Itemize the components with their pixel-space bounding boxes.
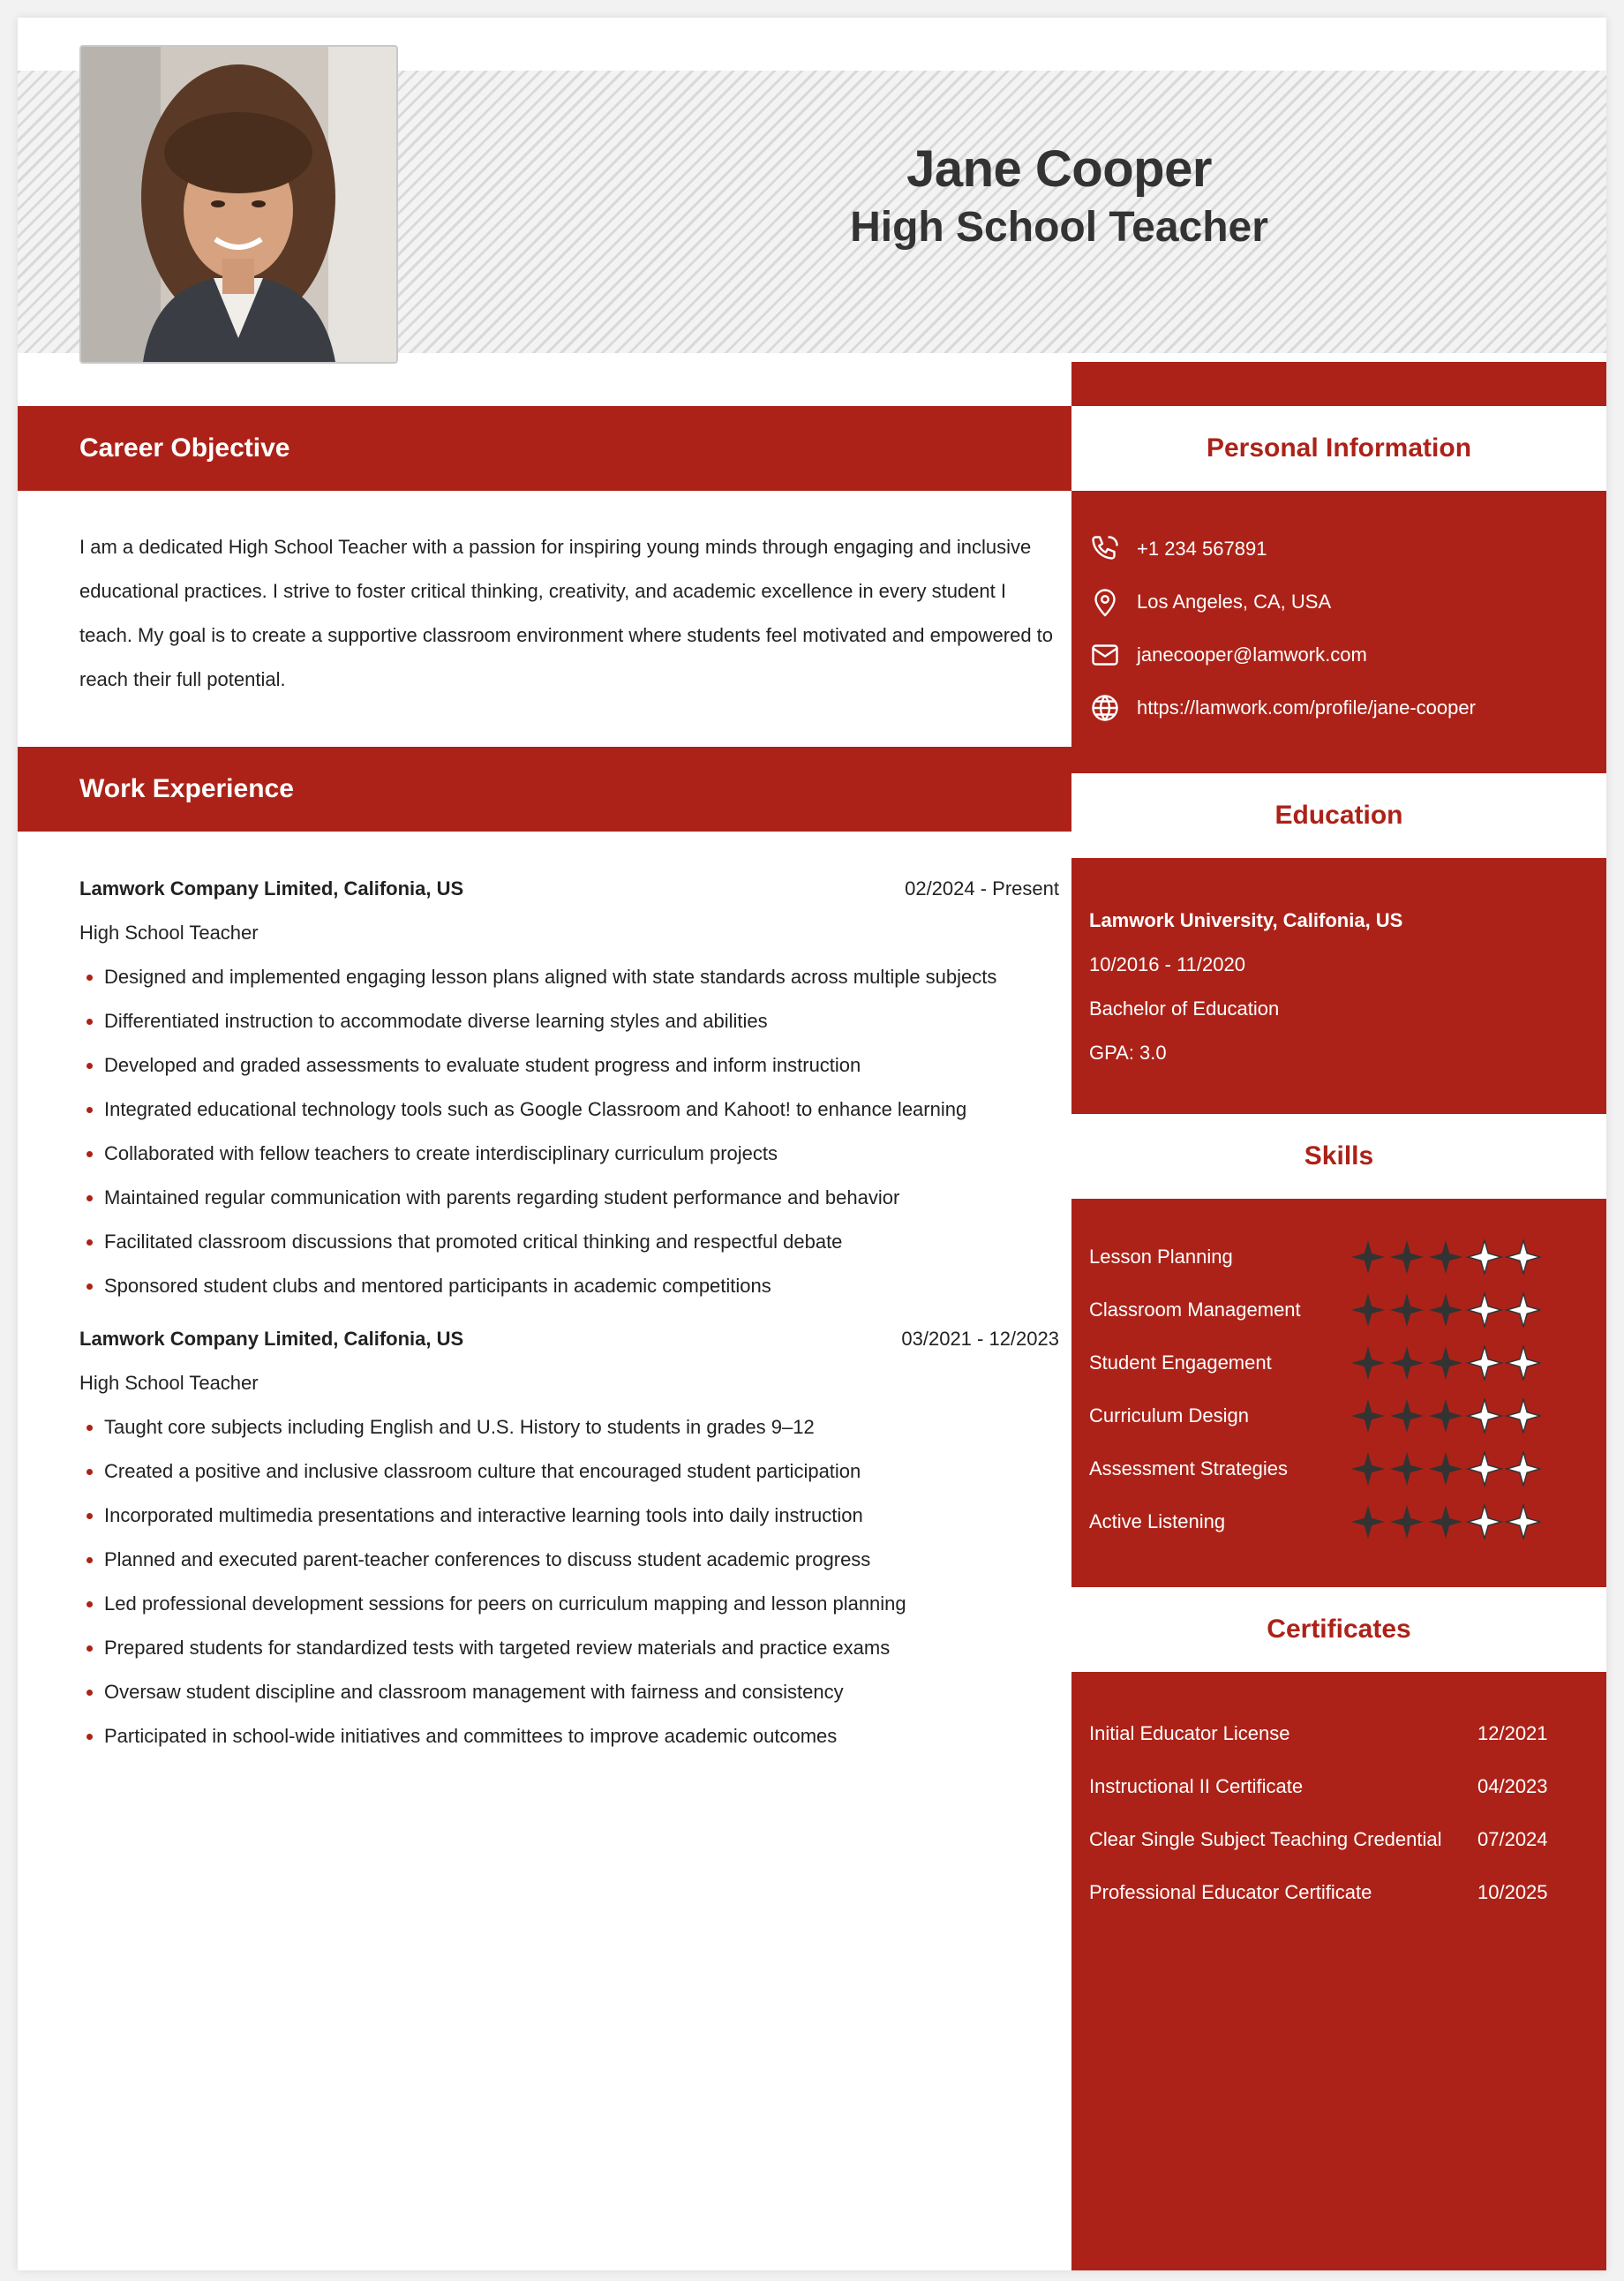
skill-rating-stars xyxy=(1350,1345,1541,1381)
responsibility-item: Differentiated instruction to accommodate diverse learning styles and abilities xyxy=(79,999,1059,1043)
contact-email-link[interactable]: janecooper@lamwork.com xyxy=(1137,644,1367,666)
certificate-row xyxy=(1089,1822,1589,1857)
skill-row xyxy=(1089,1451,1589,1487)
star-filled-icon xyxy=(1390,1505,1424,1539)
skill-rating-stars xyxy=(1350,1398,1541,1434)
contact-email xyxy=(1089,637,1367,673)
profile-photo xyxy=(79,45,398,364)
star-empty-icon xyxy=(1507,1293,1540,1327)
responsibility-item: Oversaw student discipline and classroom management with fairness and consistency xyxy=(79,1670,1059,1714)
skill-rating-stars xyxy=(1350,1451,1541,1487)
skill-name: Classroom Management xyxy=(1089,1299,1301,1321)
star-filled-icon xyxy=(1351,1399,1385,1433)
phone-icon xyxy=(1089,533,1121,565)
star-empty-icon xyxy=(1507,1452,1540,1486)
globe-icon xyxy=(1089,692,1121,724)
star-filled-icon xyxy=(1390,1399,1424,1433)
star-empty-icon xyxy=(1507,1505,1540,1539)
star-empty-icon xyxy=(1507,1346,1540,1380)
resume-page xyxy=(18,18,1606,2270)
star-filled-icon xyxy=(1429,1293,1462,1327)
job-header xyxy=(79,867,1059,911)
certificate-date: 12/2021 xyxy=(1477,1722,1548,1744)
education-school: Lamwork University, Califonia, US xyxy=(1089,909,1403,931)
certificate-name: Instructional II Certificate xyxy=(1089,1775,1304,1797)
section-header-education: Education xyxy=(1071,773,1606,858)
education-dates: 10/2016 - 11/2020 xyxy=(1089,953,1245,975)
job-dates: 03/2021 - 12/2023 xyxy=(901,1328,1059,1350)
job-header xyxy=(79,1317,1059,1361)
star-filled-icon xyxy=(1390,1452,1424,1486)
certificate-name: Initial Educator License xyxy=(1089,1722,1290,1744)
candidate-title: High School Teacher xyxy=(850,204,1268,251)
star-empty-icon xyxy=(1468,1293,1501,1327)
responsibility-item: Participated in school-wide initiatives and committees to improve academic outcomes xyxy=(79,1714,1059,1758)
responsibility-item: Designed and implemented engaging lesson plans aligned with state standards across multiple subjects xyxy=(79,955,1059,999)
star-empty-icon xyxy=(1468,1346,1501,1380)
responsibility-item: Maintained regular communication with parents regarding student performance and behavior xyxy=(79,1176,1059,1220)
contact-website xyxy=(1089,690,1476,726)
star-filled-icon xyxy=(1429,1346,1462,1380)
certificate-row xyxy=(1089,1875,1589,1910)
skill-row xyxy=(1089,1239,1589,1275)
job-company: Lamwork Company Limited, Califonia, US xyxy=(79,877,464,900)
skill-rating-stars xyxy=(1350,1504,1541,1539)
location-pin-icon xyxy=(1089,586,1121,618)
skill-name: Active Listening xyxy=(1089,1510,1226,1532)
star-empty-icon xyxy=(1468,1399,1501,1433)
contact-location-text: Los Angeles, CA, USA xyxy=(1137,591,1332,613)
certificate-date: 10/2025 xyxy=(1477,1881,1548,1903)
job-responsibilities xyxy=(79,1405,1059,1758)
skill-rating-stars xyxy=(1350,1292,1541,1328)
certificate-row xyxy=(1089,1716,1589,1751)
star-filled-icon xyxy=(1351,1505,1385,1539)
section-header-skills: Skills xyxy=(1071,1114,1606,1199)
responsibility-item: Incorporated multimedia presentations and interactive learning tools into daily instruction xyxy=(79,1494,1059,1538)
responsibility-item: Sponsored student clubs and mentored participants in academic competitions xyxy=(79,1264,1059,1308)
skill-rating-stars xyxy=(1350,1239,1541,1275)
sidebar xyxy=(1071,362,1606,2270)
responsibility-item: Led professional development sessions for peers on curriculum mapping and lesson planning xyxy=(79,1582,1059,1626)
star-filled-icon xyxy=(1351,1240,1385,1274)
star-empty-icon xyxy=(1468,1505,1501,1539)
star-filled-icon xyxy=(1429,1240,1462,1274)
responsibility-item: Created a positive and inclusive classroom culture that encouraged student participation xyxy=(79,1449,1059,1494)
skill-name: Assessment Strategies xyxy=(1089,1457,1288,1479)
candidate-name: Jane Cooper xyxy=(906,140,1212,198)
star-filled-icon xyxy=(1429,1399,1462,1433)
star-empty-icon xyxy=(1468,1240,1501,1274)
section-header-certificates: Certificates xyxy=(1071,1587,1606,1672)
star-filled-icon xyxy=(1351,1346,1385,1380)
education-entry xyxy=(1089,899,1402,1075)
skill-name: Student Engagement xyxy=(1089,1351,1272,1374)
job-entry xyxy=(79,1317,1059,1758)
section-header-career-objective: Career Objective xyxy=(18,406,1071,491)
certificate-date: 07/2024 xyxy=(1477,1828,1548,1850)
education-gpa: GPA: 3.0 xyxy=(1089,1042,1167,1064)
skill-row xyxy=(1089,1398,1589,1434)
certificate-date: 04/2023 xyxy=(1477,1775,1548,1797)
job-company: Lamwork Company Limited, Califonia, US xyxy=(79,1328,464,1350)
contact-phone xyxy=(1089,531,1267,567)
job-dates: 02/2024 - Present xyxy=(905,877,1059,900)
star-filled-icon xyxy=(1429,1452,1462,1486)
responsibility-item: Planned and executed parent-teacher conferences to discuss student academic progress xyxy=(79,1538,1059,1582)
job-entry xyxy=(79,867,1059,1308)
star-filled-icon xyxy=(1390,1293,1424,1327)
responsibility-item: Collaborated with fellow teachers to create interdisciplinary curriculum projects xyxy=(79,1132,1059,1176)
career-objective-text: I am a dedicated High School Teacher with a passion for inspiring young minds through engaging and inclusive educational practices. I strive to foster critical thinking, creativity, and academic excellence in every student I teach. My goal is to create a supportive classroom environment where students feel motivated and empowered to reach their full potential. xyxy=(79,536,1054,690)
star-filled-icon xyxy=(1390,1240,1424,1274)
certificate-row xyxy=(1089,1769,1589,1804)
skill-name: Lesson Planning xyxy=(1089,1246,1233,1268)
star-filled-icon xyxy=(1351,1452,1385,1486)
contact-location xyxy=(1089,584,1331,620)
responsibility-item: Facilitated classroom discussions that promoted critical thinking and respectful debate xyxy=(79,1220,1059,1264)
responsibility-item: Prepared students for standardized tests with targeted review materials and practice exams xyxy=(79,1626,1059,1670)
job-role: High School Teacher xyxy=(79,1372,259,1394)
responsibility-item: Developed and graded assessments to evaluate student progress and inform instruction xyxy=(79,1043,1059,1088)
section-header-work-experience: Work Experience xyxy=(18,747,1071,832)
certificate-name: Professional Educator Certificate xyxy=(1089,1881,1372,1903)
contact-website-link[interactable]: https://lamwork.com/profile/jane-cooper xyxy=(1137,696,1476,719)
section-header-personal-information: Personal Information xyxy=(1071,406,1606,491)
star-filled-icon xyxy=(1429,1505,1462,1539)
star-empty-icon xyxy=(1507,1399,1540,1433)
star-filled-icon xyxy=(1351,1293,1385,1327)
star-empty-icon xyxy=(1468,1452,1501,1486)
job-role: High School Teacher xyxy=(79,922,259,944)
star-empty-icon xyxy=(1507,1240,1540,1274)
job-responsibilities xyxy=(79,955,1059,1308)
education-degree: Bachelor of Education xyxy=(1089,997,1280,1020)
responsibility-item: Taught core subjects including English and U.S. History to students in grades 9–12 xyxy=(79,1405,1059,1449)
responsibility-item: Integrated educational technology tools such as Google Classroom and Kahoot! to enhance learning xyxy=(79,1088,1059,1132)
star-filled-icon xyxy=(1390,1346,1424,1380)
skill-name: Curriculum Design xyxy=(1089,1404,1249,1427)
envelope-icon xyxy=(1089,639,1121,671)
skill-row xyxy=(1089,1345,1589,1381)
skill-row xyxy=(1089,1504,1589,1539)
contact-phone-text: +1 234 567891 xyxy=(1137,538,1267,560)
skill-row xyxy=(1089,1292,1589,1328)
certificate-name: Clear Single Subject Teaching Credential xyxy=(1089,1828,1442,1850)
